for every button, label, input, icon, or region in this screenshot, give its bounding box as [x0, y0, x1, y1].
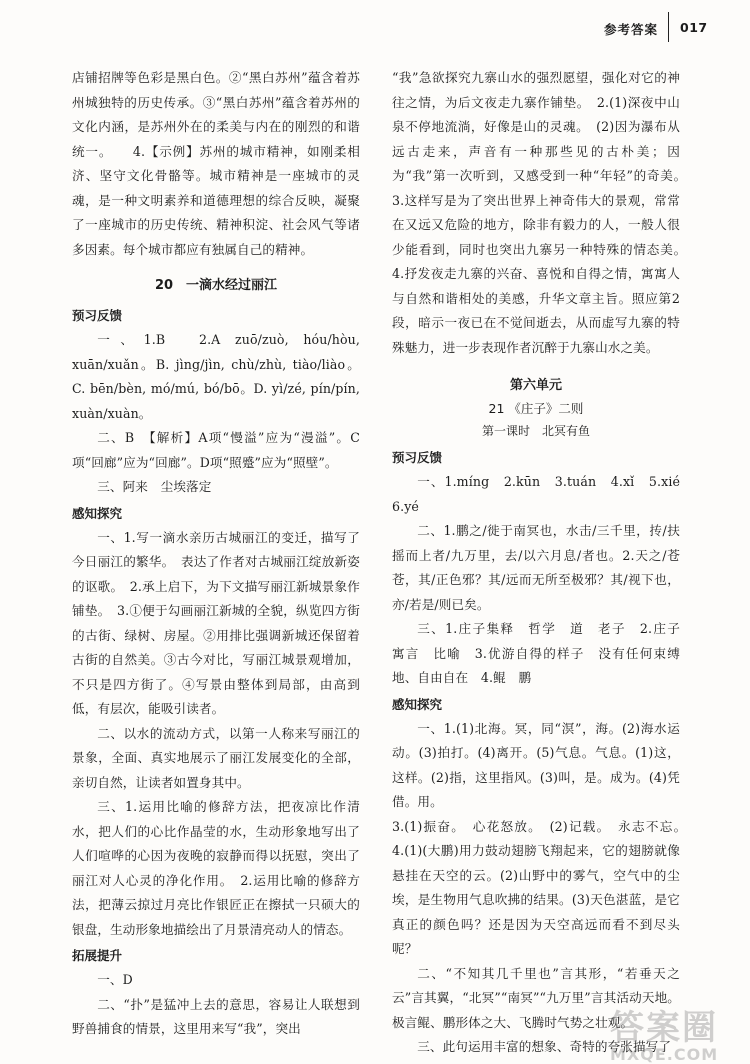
answer-paragraph: 三、1.运用比喻的修辞方法，把夜凉比作清水，把人们的心比作晶莹的水，生动形象地写出了人们喧哗的心因为夜晚的寂静而得以抚慰，突出了丽江对人心灵的净化作用。 2.运用比喻的修辞方法，把薄云掠过月亮比作银匠正在擦拭一只硕大的银盘，生动形象地描绘出了月景清亮动人的情态。	[72, 799, 360, 937]
lesson-subtitle: 第一课时 北冥有鱼	[481, 424, 590, 438]
header-title: 参考答案	[603, 22, 658, 37]
answer-paragraph: 一、1.写一滴水亲历古城丽江的变迁，描写了今日丽江的繁华。 表达了作者对古城丽江绽放新姿的讴歌。 2.承上启下，为下文描写丽江新城景象作铺垫。 3.①便于勾画丽江新城的全貌，纵览四方街的古街、绿树、房屋。②用排比强调新城还保留着古街的自然美。③古今对比，写丽江城景观增加，不只是四方街了。④写景由整体到局部，由高到低，有层次，能吸引读者。	[72, 529, 360, 716]
answer-paragraph: 二、“不知其几千里也”言其形，“若垂天之云”言其翼，“北冥”“南冥”“九万里”言其活动天地。极言鲲、鹏形体之大、飞腾时气势之壮观。	[392, 965, 680, 1030]
right-intro-paragraph: “我”急欲探究九寨山水的强烈愿望，强化对它的神往之情，为后文夜走九寨作铺垫。 2.(1)深夜中山泉不停地流淌，好像是山的灵魂。 (2)因为瀑布从远古走来，声音有一种那些见的古朴美；因为“我”第一次听到，又感受到一种“年轻”的奇美。 3.这样写是为了突出世界上神奇伟大的景观，常常在又远又危险的地方，除非有毅力的人，一般人很少能看到，同时也突出九寨另一种特殊的情态美。 4.抒发夜走九寨的兴奋、喜悦和自得之情，寓寓人与自然和谐相处的美感，升华文章主旨。照应第2段，暗示一夜已在不觉间逝去，从而虚写九寨的特殊魅力，进一步表现作者沉醉于九寨山水之美。	[392, 70, 693, 355]
answer-paragraph: 一、1.(1)北海。冥，同“溟”，海。(2)海水运动。(3)拍打。(4)离开。(5)气息。气息。(1)这，这样。(2)指，这里指风。(3)叫，是。成为。(4)凭借。用。	[392, 720, 680, 809]
lesson-title: 21 《庄子》二则	[488, 401, 584, 416]
watermark-logo-text: 答案圈	[610, 1008, 718, 1048]
answer-paragraph: 二、B 【解析】A项“慢溢”应为“漫溢”。C项“回廊”应为“回廊”。D项“照蹙”应为“照壁”。	[72, 430, 360, 470]
heading-extension: 拓展提升	[72, 948, 123, 963]
answer-paragraph: 二、1.鹏之/徙于南冥也，水击/三千里，抟/扶摇而上者/九万里，去/以六月息/者也。2.天之/苍苍，其/正色邪？其/远而无所至极邪？其/视下也，亦/若是/则已矣。	[392, 523, 680, 612]
page-number: 017	[680, 20, 708, 35]
unit-title: 第六单元	[509, 378, 562, 393]
answer-paragraph: 3.(1)振奋。 心花怒放。 (2)记载。 永志不忘。 4.(1)(大鹏)用力鼓动翅膀飞翔起来，它的翅膀就像悬挂在天空的云。(2)山野中的雾气，空气中的尘埃，是生物用气息吹拂的结果。(3)天色湛蓝，是它真正的颜色吗？还是因为天空高远而看不到尽头呢？	[392, 818, 693, 956]
watermark-logo	[610, 1000, 718, 1064]
answer-paragraph: 一、1.B 2.A zuō/zuò, hóu/hòu, xuān/xuǎn。B. jìng/jìn, chù/zhù, tiào/liào。C. bēn/bèn, mó/mú, bó/bō。D. yì/zé, pín/pín, xuàn/xuàn。	[72, 332, 360, 421]
answer-paragraph: 二、以水的流动方式，以第一人称来写丽江的景象，全面、真实地展示了丽江发展变化的全部，亲切自然，让读者如置身其中。	[72, 725, 360, 790]
answer-paragraph: 二、“扑”是猛冲上去的意思，容易让人联想到野兽捕食的情景，这里用来写“我”，突出	[72, 996, 360, 1036]
right-column	[392, 66, 693, 1060]
answer-paragraph: 一、1.míng 2.kūn 3.tuán 4.xǐ 5.xié 6.yé	[392, 474, 693, 514]
answer-paragraph: 三、阿来 尘埃落定	[97, 479, 212, 494]
answer-paragraph: 三、1.庄子集释 哲学 道 老子 2.庄子 寓言 比喻 3.优游自得的样子 没有任何束缚地、自由自在 4.鲲 鹏	[392, 621, 693, 685]
header-divider	[668, 12, 669, 42]
watermark-url: MXQE.COM	[610, 1045, 719, 1064]
page-header	[0, 0, 750, 48]
heading-perception-explore: 感知探究	[72, 505, 123, 521]
heading-preview-feedback: 预习反馈	[392, 450, 443, 465]
heading-perception-explore: 感知探究	[392, 696, 443, 712]
heading-preview-feedback: 预习反馈	[72, 308, 123, 323]
answer-paragraph: 三、此句运用丰富的想象、奇特的夸张描写了	[417, 1039, 672, 1054]
section-title-lesson-20: 20 一滴水经过丽江	[154, 278, 278, 293]
left-intro-paragraph: 店铺招牌等色彩是黑白色。②“黑白苏州”蕴含着苏州城独特的历史传承。③“黑白苏州”蕴含着苏州的文化内涵，是苏州外在的柔美与内在的刚烈的和谐统一。 4.【示例】苏州的城市精神，如刚柔相济、坚守文化骨骼等。城市精神是一座城市的灵魂，是一种文明素养和道德理想的综合反映，凝聚了一座城市的历史传统、精神积淀、社会风气等诸多因素。每个城市都应有独属自己的精神。	[72, 70, 360, 257]
left-column	[72, 66, 360, 1042]
answer-paragraph: 一、D	[97, 972, 133, 987]
